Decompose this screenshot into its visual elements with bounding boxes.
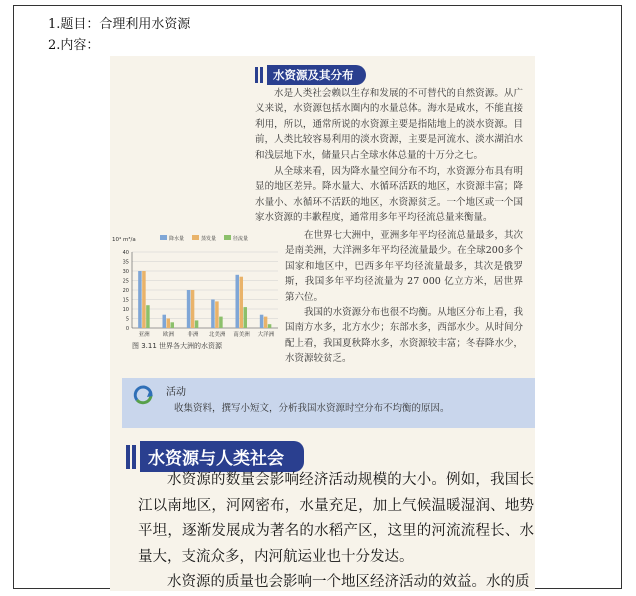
y-tick-label: 20 xyxy=(122,288,129,294)
x-tick-label: 南美洲 xyxy=(233,332,250,338)
paragraph-continents: 在世界七大洲中，亚洲多年平均径流总量最多，其次是南美洲，大洋洲多年平均径流量最少。在全球200多个国家和地区中，巴西多年平均径流量最多，其次是俄罗斯，我国多年平均径流量为 27 000 亿立方米，居世界第六位。 xyxy=(285,230,523,303)
legend-label: 径流量 xyxy=(233,236,249,242)
legend-swatch xyxy=(224,235,231,240)
bar-径流量 xyxy=(146,305,150,328)
section-heading-text: 水资源与人类社会 xyxy=(140,441,304,472)
continent-water-chart xyxy=(110,232,285,352)
section-heading-text: 水资源及其分布 xyxy=(267,65,366,85)
section-heading-water-distribution xyxy=(255,65,366,85)
bar-蒸发量 xyxy=(215,301,219,328)
bar-径流量 xyxy=(244,307,248,328)
paragraph-global-distribution: 从全球来看，因为降水量空间分布不均，水资源分布具有明显的地区差异。降水量大、水循环活跃的地区，水资源丰富；降水量小、水循环不活跃的地区，水资源贫乏。一个地区或一个国家水资源的丰歉程度，通常用多年平均径流总量来衡量。 xyxy=(255,166,523,224)
bar-蒸发量 xyxy=(240,277,244,328)
paragraph-quality-impact: 水资源的质量也会影响一个地区经济活动的效益。水的质 xyxy=(167,574,530,590)
legend-swatch xyxy=(192,235,199,240)
bar-蒸发量 xyxy=(167,319,171,329)
bar-径流量 xyxy=(195,320,199,328)
legend-label: 蒸发量 xyxy=(201,236,217,242)
x-tick-label: 大洋洲 xyxy=(257,332,275,338)
y-axis-unit-label: 10⁴ m³/a xyxy=(112,237,136,243)
y-tick-label: 25 xyxy=(122,278,129,285)
x-tick-label: 欧洲 xyxy=(162,332,175,338)
bar-蒸发量 xyxy=(142,271,146,328)
y-tick-label: 0 xyxy=(125,326,129,332)
legend-label: 降水量 xyxy=(169,236,185,242)
bar-降水量 xyxy=(163,315,167,328)
bar-降水量 xyxy=(138,271,142,328)
bar-降水量 xyxy=(236,275,240,328)
document-frame xyxy=(13,5,622,589)
y-tick-label: 10 xyxy=(122,307,129,313)
bar-降水量 xyxy=(211,300,215,329)
bar-降水量 xyxy=(187,290,191,328)
paragraph-intro: 水是人类社会赖以生存和发展的不可替代的自然资源。从广义来说，水资源包括水圈内的水量总体。海水是咸水，不能直接利用，所以，通常所说的水资源主要是指陆地上的淡水资源。目前，人类比较容易利用的淡水资源，主要是河流水、淡水湖泊水和浅层地下水，储量只占全球水体总量的十万分之七。 xyxy=(255,88,523,161)
x-tick-label: 非洲 xyxy=(187,332,199,338)
chart-svg xyxy=(110,232,285,342)
y-tick-label: 40 xyxy=(122,250,129,256)
paragraph-quantity-impact: 水资源的数量会影响经济活动规模的大小。例如，我国长江以南地区，河网密布，水量充足，加上气候温暖湿润、地势平坦，逐渐发展成为著名的水稻产区，这里的河流流程长、水量大，支流众多，内河航运业也十分发达。 xyxy=(138,472,534,565)
bar-蒸发量 xyxy=(191,290,195,328)
bar-降水量 xyxy=(260,315,264,328)
bar-径流量 xyxy=(171,322,175,328)
x-tick-label: 亚洲 xyxy=(138,332,150,338)
heading-bars-icon xyxy=(126,445,136,469)
content-label: 2.内容： xyxy=(48,38,100,53)
activity-box xyxy=(122,378,535,428)
y-tick-label: 30 xyxy=(122,269,129,275)
bar-蒸发量 xyxy=(264,317,268,328)
y-tick-label: 15 xyxy=(122,297,129,304)
x-tick-label: 北美洲 xyxy=(208,332,226,338)
chart-caption: 图 3.11 世界各大洲的水资源 xyxy=(132,342,223,350)
bar-径流量 xyxy=(219,317,223,328)
cycle-arrows-icon xyxy=(132,384,154,406)
topic-line: 1.题目：合理利用水资源 xyxy=(48,17,191,32)
legend-swatch xyxy=(160,235,167,240)
activity-title: 活动 xyxy=(166,387,186,398)
bar-径流量 xyxy=(268,324,272,328)
textbook-page-image xyxy=(110,56,535,591)
y-tick-label: 5 xyxy=(125,316,129,323)
y-tick-label: 35 xyxy=(122,259,129,266)
heading-bars-icon xyxy=(255,67,263,83)
paragraph-china-distribution: 我国的水资源分布也很不均衡。从地区分布上看，我国南方水多，北方水少；东部水多，西部水少。从时间分配上看，我国夏秋降水多，水资源较丰富；冬春降水少，水资源较贫乏。 xyxy=(285,307,523,365)
activity-text: 收集资料，撰写小短文，分析我国水资源时空分布不均衡的原因。 xyxy=(174,403,450,414)
